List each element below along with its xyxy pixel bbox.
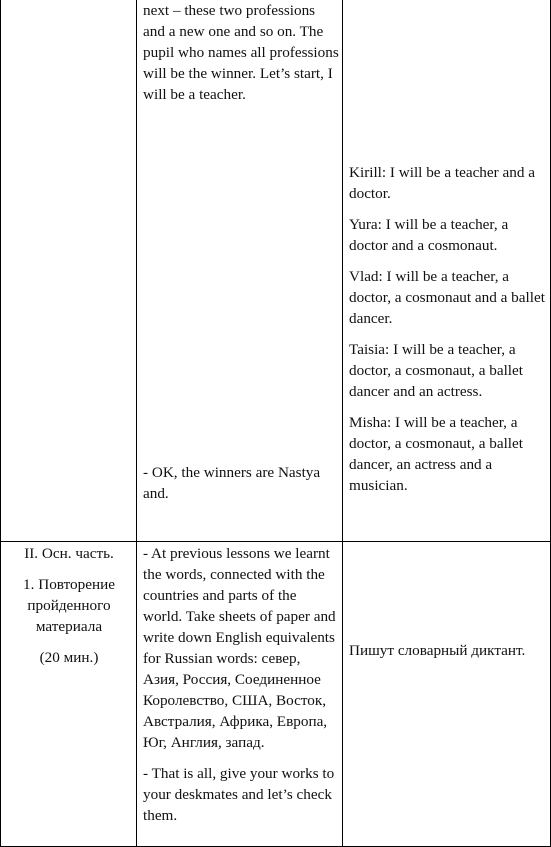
row-divider — [0, 541, 551, 542]
check-instruction-text: - That is all, give your works to your deskmates and let’s check them. — [143, 765, 335, 824]
row2-teacher-cell — [143, 543, 339, 836]
row2-pupils-cell — [349, 640, 547, 671]
stage-title: II. Осн. часть. — [24, 545, 114, 562]
stage-time: (20 мин.) — [39, 649, 99, 666]
pupil-line: Yura: I will be a teacher, a doctor and a cosmonaut. — [349, 216, 509, 254]
pupil-line: Kirill: I will be a teacher and a doctor. — [349, 164, 535, 202]
pupil-activity-text: Пишут словарный диктант. — [349, 642, 526, 659]
teacher-instruction-text: next – these two professions and a new one and so on. The pupil who names all professions will be the winner. Let’s start, I will be a teacher. — [143, 2, 339, 103]
winners-announcement-text: - OK, the winners are Nastya and. — [143, 464, 321, 502]
column-divider-2 — [342, 0, 343, 847]
row2-stage-cell — [6, 543, 132, 678]
dictation-instruction-text: - At previous lessons we learnt the words, connected with the countries and parts of the world. Take sheets of paper and write down English equivalents for Russian words: север, Азия, Россия, Соединенное Королевство, США, Восток, Австралия, Африка, Европа, Юг, Англия, запад. — [143, 545, 336, 751]
row1-teacher-cell-bottom — [143, 462, 339, 514]
stage-subtitle: 1. Повторение пройденного материала — [23, 576, 115, 635]
pupil-line: Taisia: I will be a teacher, a doctor, a cosmonaut, a ballet dancer and an actress. — [349, 341, 523, 400]
pupil-line: Vlad: I will be a teacher, a doctor, a cosmonaut and a ballet dancer. — [349, 268, 545, 327]
row1-pupils-cell — [349, 162, 547, 506]
pupil-line: Misha: I will be a teacher, a doctor, a cosmonaut, a ballet dancer, an actress and a musician. — [349, 414, 523, 494]
table-left-border — [0, 0, 1, 847]
column-divider-1 — [136, 0, 137, 847]
row1-teacher-cell-top — [143, 0, 339, 115]
